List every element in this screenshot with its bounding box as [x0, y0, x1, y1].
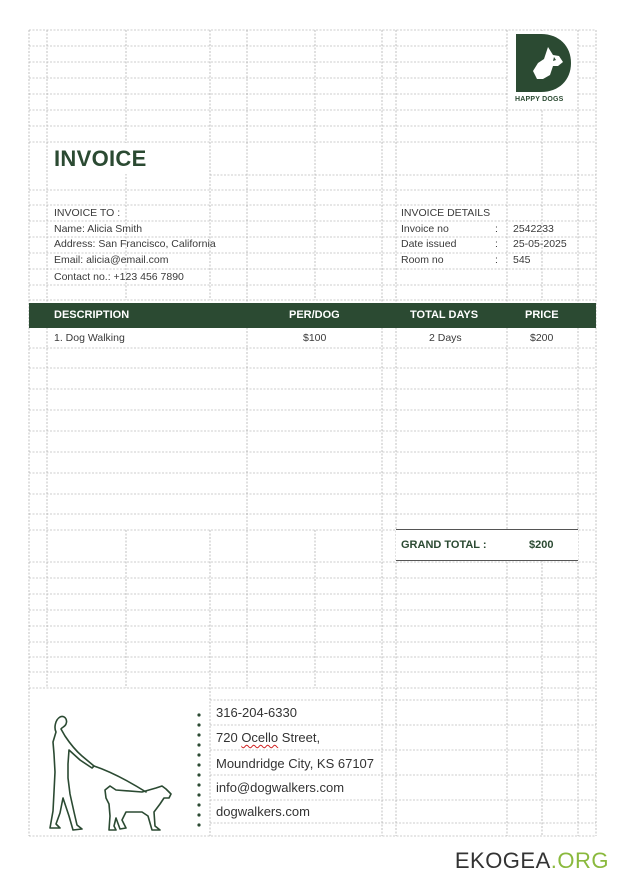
invoice-title: INVOICE: [54, 146, 147, 171]
detail-sep: :: [495, 223, 498, 235]
footer-dotted-divider: [196, 712, 202, 834]
street-prefix: 720: [216, 730, 242, 745]
company-email: info@dogwalkers.com: [216, 780, 345, 795]
invoice-to-heading: INVOICE TO :: [54, 207, 121, 219]
watermark-part2: .ORG: [550, 848, 609, 873]
customer-name: Name: Alicia Smith: [54, 223, 143, 235]
detail-value-invoice-no: 2542233: [513, 223, 554, 235]
detail-value-date-issued: 25-05-2025: [513, 238, 567, 250]
logo-brand-text: HAPPY DOGS: [515, 96, 564, 103]
detail-label-invoice-no: Invoice no: [401, 223, 449, 235]
detail-sep: :: [495, 238, 498, 250]
watermark-part1: EKOGEA: [454, 848, 551, 873]
customer-email: Email: alicia@email.com: [54, 254, 169, 266]
person-walking-dog-icon: [42, 712, 177, 834]
row-description: 1. Dog Walking: [54, 332, 125, 344]
company-city: Moundridge City, KS 67107: [216, 756, 375, 771]
row-total-days: 2 Days: [429, 332, 462, 344]
street-suffix: Street,: [278, 730, 321, 745]
street-name: Ocello: [241, 730, 279, 745]
company-street: [216, 730, 320, 745]
customer-address: Address: San Francisco, California: [54, 238, 216, 250]
detail-sep: :: [495, 254, 498, 266]
invoice-details-heading: INVOICE DETAILS: [401, 207, 491, 219]
customer-contact: Contact no.: +123 456 7890: [54, 271, 184, 283]
ekogea-watermark: [455, 848, 609, 874]
grand-total-label: GRAND TOTAL :: [401, 539, 487, 551]
row-per-dog: $100: [303, 332, 327, 344]
column-header-per-dog: PER/DOG: [289, 309, 340, 321]
row-price: $200: [530, 332, 554, 344]
grand-total-value: $200: [529, 539, 554, 551]
detail-label-room-no: Room no: [401, 254, 444, 266]
column-header-description: DESCRIPTION: [54, 309, 130, 321]
detail-label-date-issued: Date issued: [401, 238, 457, 250]
happy-dogs-logo-icon: [515, 33, 573, 93]
detail-value-room-no: 545: [513, 254, 531, 266]
column-header-total-days: TOTAL DAYS: [410, 309, 479, 321]
column-header-price: PRICE: [525, 309, 559, 321]
company-website: dogwalkers.com: [216, 804, 310, 819]
company-phone: 316-204-6330: [216, 705, 297, 720]
